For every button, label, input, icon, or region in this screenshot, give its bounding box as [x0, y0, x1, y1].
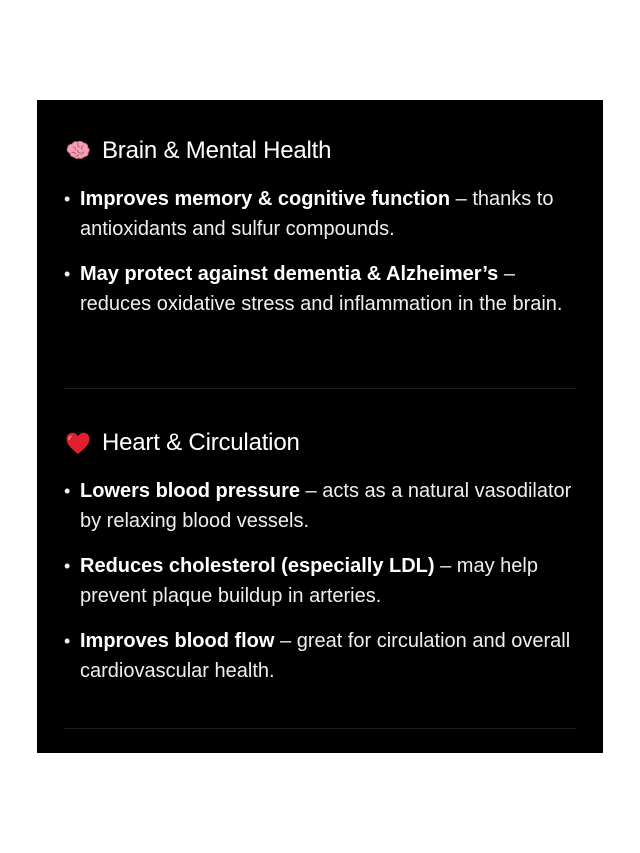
section-heading	[64, 426, 576, 460]
item-highlight: Reduces cholesterol (especially LDL)	[80, 555, 435, 577]
bullet-dot: •	[64, 264, 71, 284]
section-heading	[64, 134, 576, 168]
bullet-dot: •	[64, 189, 71, 209]
list-item	[64, 626, 576, 686]
section-title: Heart & Circulation	[102, 429, 300, 456]
item-highlight: May protect against dementia & Alzheimer’s	[80, 263, 499, 285]
brain-icon	[64, 137, 92, 165]
bullet-dot: •	[64, 481, 71, 501]
item-highlight: Lowers blood pressure	[80, 480, 301, 502]
item-text: – may help prevent plaque buildup in arteries.	[80, 555, 538, 607]
list-item	[64, 259, 576, 319]
list-item	[64, 551, 576, 611]
heart-icon	[64, 429, 92, 457]
bullet-dot: •	[64, 556, 71, 576]
item-highlight: Improves memory & cognitive function	[80, 188, 451, 210]
item-text: – great for circulation and overall cardiovascular health.	[80, 630, 571, 682]
list-item	[64, 476, 576, 536]
section-title: Brain & Mental Health	[102, 137, 332, 164]
section-divider	[64, 728, 576, 729]
item-text: – reduces oxidative stress and inflammation in the brain.	[80, 263, 563, 315]
bullet-dot: •	[64, 631, 71, 651]
bullet-list	[64, 476, 576, 686]
section-divider	[64, 388, 576, 389]
item-text: – acts as a natural vasodilator by relaxing blood vessels.	[80, 480, 572, 532]
section-brain-mental-health	[64, 134, 576, 334]
list-item	[64, 184, 576, 244]
item-highlight: Improves blood flow	[80, 630, 275, 652]
content-card	[37, 100, 603, 753]
bullet-list	[64, 184, 576, 319]
section-heart-circulation	[64, 426, 576, 701]
item-text: – thanks to antioxidants and sulfur compounds.	[80, 188, 554, 240]
